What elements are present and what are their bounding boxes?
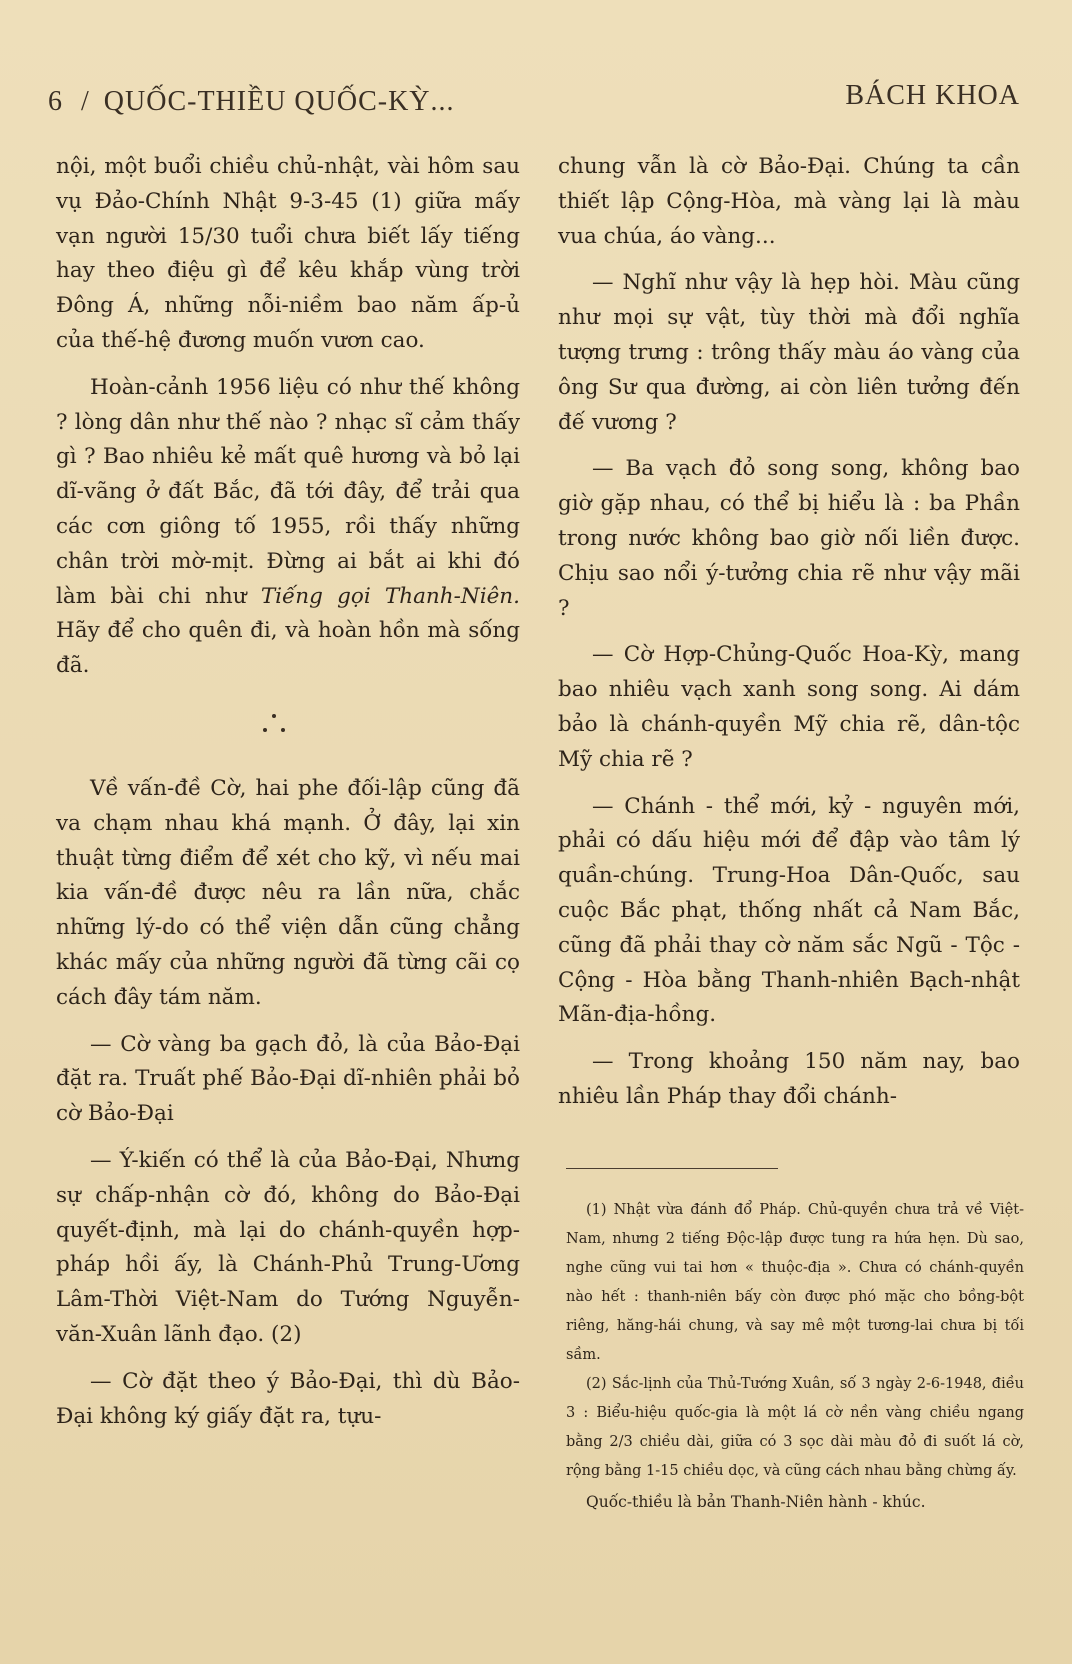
paragraph: nội, một buổi chiều chủ-nhật, vài hôm sau vụ Đảo-Chính Nhật 9-3-45 (1) giữa mấy vạn người 15/30 tuổi chưa biết lấy tiếng hay theo điệu gì để kêu khắp vùng trời Đông Á, những nỗi-niềm bao năm ấp-ủ của thế-hệ đương muốn vươn cao. bbox=[56, 154, 520, 353]
paragraph: — Chánh - thể mới, kỷ - nguyên mới, phải có dấu hiệu mới để đập vào tâm lý quần-chúng. Trung-Hoa Dân-Quốc, sau cuộc Bắc phạt, thống nhất cả Nam Bắc, cũng đã phải thay cờ năm sắc Ngũ - Tộc - Cộng - Hòa bằng Thanh-nhiên Bạch-nhật Mãn-địa-hồng. bbox=[558, 793, 1020, 1028]
paragraph: — Ba vạch đỏ song song, không bao giờ gặp nhau, có thể bị hiểu là : ba Phần trong nước không bao giờ nối liền được. Chịu sao nổi ý-tưởng chia rẽ như vậy mãi ? bbox=[558, 456, 1020, 621]
page-header bbox=[48, 78, 1020, 128]
paragraph-text: Hoàn-cảnh 1956 liệu có như thế không ? lòng dân như thế nào ? nhạc sĩ cảm thấy gì ? Bao nhiêu kẻ mất quê hương và bỏ lại dĩ-vãng ở đất Bắc, đã tới đây, để trải qua các cơn giông tố 1955, rồi thấy những chân trời mờ-mịt. Đừng ai bắt ai khi đó làm bài chi như bbox=[56, 374, 520, 609]
footnote-closing-line: Quốc-thiều là bản Thanh-Niên hành - khúc. bbox=[586, 1493, 926, 1511]
article-title: QUỐC-THIỀU QUỐC-KỲ... bbox=[103, 86, 455, 117]
paragraph: — Ý-kiến có thể là của Bảo-Đại, Nhưng sự chấp-nhận cờ đó, không do Bảo-Đại quyết-định, mà lại do chánh-quyền hợp-pháp hồi ấy, là Chánh-Phủ Trung-Ương Lâm-Thời Việt-Nam do Tướng Nguyễn-văn-Xuân lãnh đạo. (2) bbox=[56, 1147, 520, 1347]
footnotes bbox=[566, 1196, 1024, 1517]
paragraph: — Cờ đặt theo ý Bảo-Đại, thì dù Bảo-Đại không ký giấy đặt ra, tựu- bbox=[56, 1368, 520, 1429]
paragraph bbox=[56, 371, 520, 684]
section-break-asterism bbox=[56, 684, 520, 772]
paragraph: Về vấn-đề Cờ, hai phe đối-lập cũng đã va chạm nhau khá mạnh. Ở đây, lại xin thuật từng điểm để xét cho kỹ, vì nếu mai kia vấn-đề được nêu ra lần nữa, chắc những lý-do có thể viện dẫn cũng chẳng khác mấy của những người đã từng cãi cọ cách đây tám năm. bbox=[56, 775, 520, 1010]
paragraph: — Cờ Hợp-Chủng-Quốc Hoa-Kỳ, mang bao nhiêu vạch xanh song song. Ai dám bảo là chánh-quyền Mỹ chia rẽ, dân-tộc Mỹ chia rẽ ? bbox=[558, 642, 1020, 772]
running-title bbox=[48, 86, 455, 118]
footnote-1: (1) Nhật vừa đánh đổ Pháp. Chủ-quyền chưa trả về Việt-Nam, nhưng 2 tiếng Độc-lập được tung ra hứa hẹn. Dù sao, nghe cũng vui tai hơn « thuộc-địa ». Chưa có chánh-quyền nào hết : thanh-niên bấy còn được phó mặc cho bồng-bột riêng, hăng-hái chung, và say mê một tương-lai chưa bị tối sầm. bbox=[566, 1202, 1024, 1363]
left-column bbox=[56, 150, 520, 1434]
footnote-divider bbox=[566, 1168, 778, 1169]
paragraph: — Nghĩ như vậy là hẹp hòi. Màu cũng như mọi sự vật, tùy thời mà đổi nghĩa tượng trưng : trông thấy màu áo vàng của ông Sư qua đường, ai còn liên tưởng đến đế vương ? bbox=[558, 270, 1020, 435]
page-number: 6 bbox=[48, 86, 63, 117]
paragraph: — Cờ vàng ba gạch đỏ, là của Bảo-Đại đặt ra. Truất phế Bảo-Đại dĩ-nhiên phải bỏ cờ Bảo-Đại bbox=[56, 1031, 520, 1127]
paragraph: — Trong khoảng 150 năm nay, bao nhiêu lần Pháp thay đổi chánh- bbox=[558, 1049, 1020, 1109]
song-title: Tiếng gọi Thanh-Niên. bbox=[260, 583, 520, 609]
magazine-name: BÁCH KHOA bbox=[845, 80, 1020, 111]
paragraph: chung vẫn là cờ Bảo-Đại. Chúng ta cần thiết lập Cộng-Hòa, mà vàng lại là màu vua chúa, áo vàng... bbox=[558, 154, 1020, 249]
header-separator: / bbox=[81, 86, 90, 117]
paragraph-text: Hãy để cho quên đi, và hoàn hồn mà sống đã. bbox=[56, 618, 520, 679]
right-column bbox=[558, 150, 1020, 1115]
footnote-2: (2) Sắc-lịnh của Thủ-Tướng Xuân, số 3 ngày 2-6-1948, điều 3 : Biểu-hiệu quốc-gia là một lá cờ nền vàng chiều ngang bằng 2/3 chiều dài, giữa có 3 sọc dài màu đỏ đi suốt lá cờ, rộng bằng 1-15 chiều dọc, và cũng cách nhau bằng chừng ấy. bbox=[566, 1376, 1024, 1479]
